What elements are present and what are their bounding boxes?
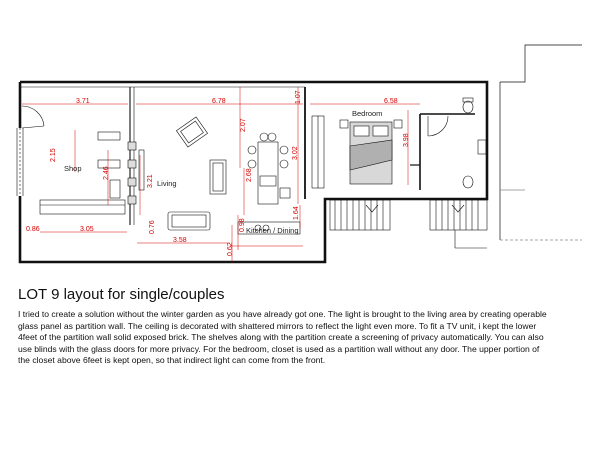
room-label-living: Living [157, 179, 177, 188]
dim-3-21: 3.21 [147, 174, 154, 188]
outer-walls [20, 82, 487, 262]
dim-0-86: 0.86 [26, 226, 40, 233]
dim-6-78: 6.78 [212, 98, 226, 105]
dim-0-76: 0.76 [149, 220, 156, 234]
external-boundary [500, 45, 582, 240]
layout-description: I tried to create a solution without the winter garden as you have already got one. The light is brought to the living area by creating operable glass panel as partition wall. The ceiling is decorated with shattered mirrors to reflect the light even more. To fit a TV unit, i kept the lower 4feet of the partition wall solid exposed brick. The shelves along with the partition create a screening of privacy automatically. You can also use blinds with the glass doors for more privacy. For the bedroom, closet is used as a partition wall without any door. The upper portion of the closet above 6feet is kept open, so that indirect light can come from the front. [18, 309, 547, 366]
dim-3-58: 3.58 [173, 237, 187, 244]
dim-1-07: 1.07 [295, 90, 302, 104]
glass-partition [128, 87, 136, 225]
shop-door [22, 106, 44, 128]
stairs-right [430, 200, 487, 248]
room-label-bedroom: Bedroom [352, 109, 383, 118]
dim-0-62: 0.62 [227, 242, 234, 256]
layout-title: LOT 9 layout for single/couples [18, 286, 225, 303]
room-label-kitchen: Kitchen / Dining [246, 226, 299, 235]
dim-3-05: 3.05 [80, 226, 94, 233]
bedroom-furniture [312, 116, 402, 188]
stairs-left [330, 200, 390, 230]
dim-3-98: 3.98 [403, 133, 410, 147]
dim-2-07: 2.07 [240, 118, 247, 132]
dim-3-02: 3.02 [292, 146, 299, 160]
caption [18, 286, 548, 367]
shop-furniture [40, 132, 125, 214]
dim-2-15: 2.15 [50, 148, 57, 162]
kitchen-furniture [238, 133, 300, 234]
dim-6-58: 6.58 [384, 98, 398, 105]
living-furniture [139, 117, 226, 230]
dim-1-64: 1.64 [293, 206, 300, 220]
room-label-shop: Shop [64, 164, 82, 173]
glazed-facade [17, 128, 23, 196]
bathroom-door [428, 116, 448, 136]
bathroom-fixtures [463, 98, 486, 188]
dim-2-68: 2.68 [246, 168, 253, 182]
dim-3-71: 3.71 [76, 98, 90, 105]
dim-0-98: 0.98 [239, 218, 246, 232]
dim-2-46: 2.46 [103, 166, 110, 180]
